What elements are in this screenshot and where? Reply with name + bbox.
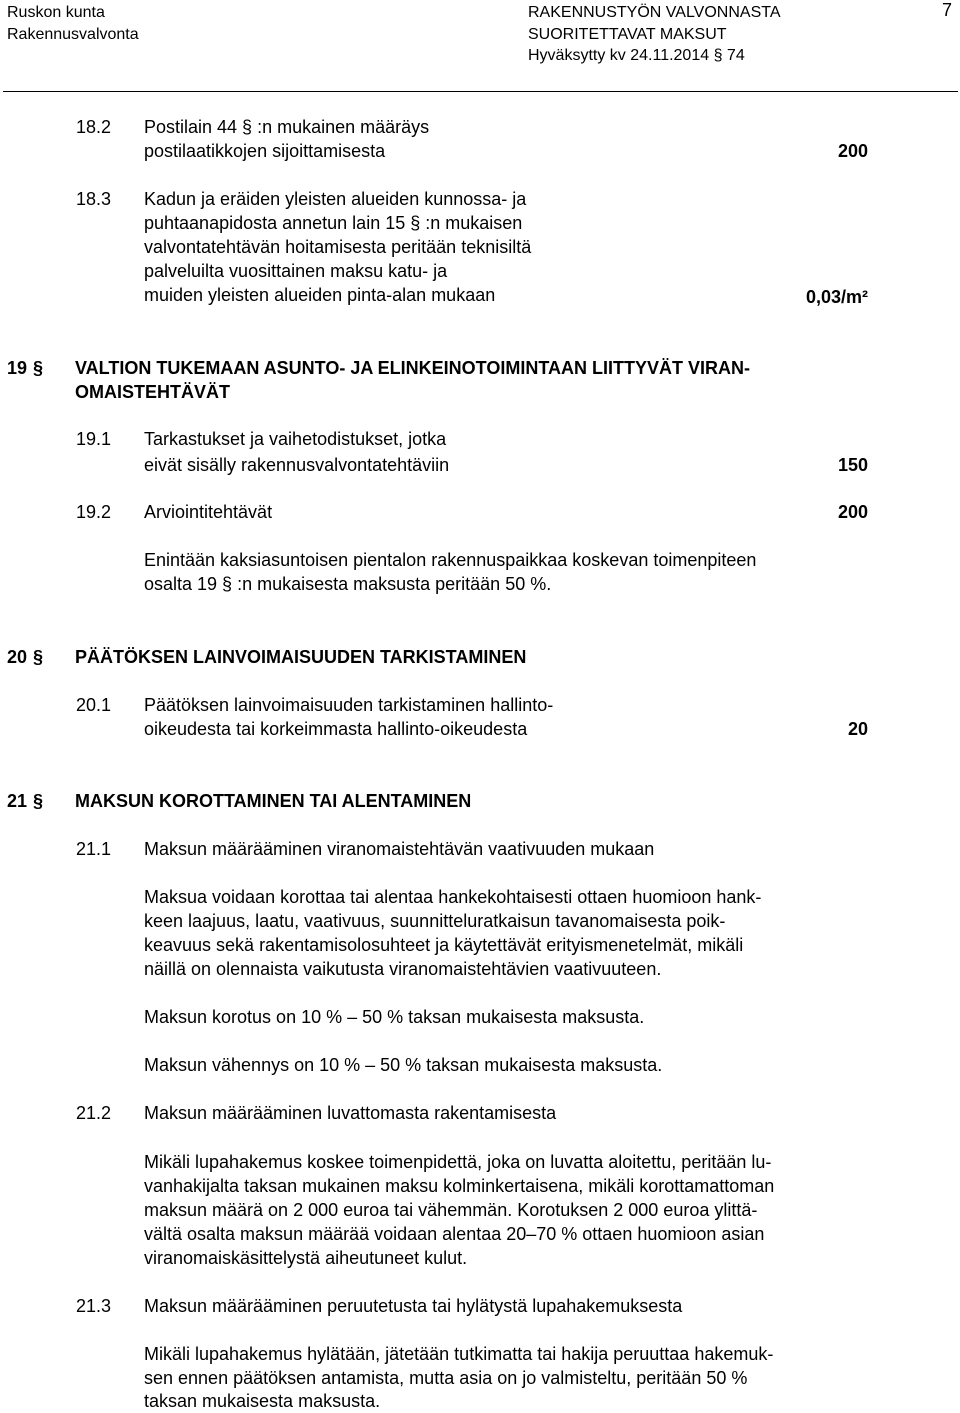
approval-note: Hyväksytty kv 24.11.2014 § 74 <box>528 47 745 64</box>
item-text: muiden yleisten alueiden pinta-alan mukaan <box>144 285 496 305</box>
item-number: 21.3 <box>76 1296 112 1316</box>
paragraph-line: keavuus sekä rakentamisolosuhteet ja käytettävät erityismenetelmät, mikäli <box>144 935 744 955</box>
section-number: 19 <box>7 358 28 378</box>
department-name: Rakennusvalvonta <box>7 25 139 43</box>
section-number: 20 <box>7 647 28 667</box>
item-text: valvontatehtävän hoitamisesta peritään teknisiltä <box>144 237 532 257</box>
document-title-line2: SUORITETTAVAT MAKSUT <box>528 25 727 43</box>
item-number: 21.1 <box>76 839 112 859</box>
paragraph-line: keen laajuus, laatu, vaativuus, suunnitteluratkaisun tavanomaisesta poik- <box>144 911 726 931</box>
fee-value: 150 <box>837 455 868 475</box>
section-sign: § <box>33 791 44 811</box>
page-number: 7 <box>942 0 953 20</box>
header-left <box>7 2 139 45</box>
section-title: OMAISTEHTÄVÄT <box>75 382 230 402</box>
item-number: 19.2 <box>76 502 112 522</box>
paragraph-line: viranomaiskäsittelystä aiheutuneet kulut. <box>144 1248 468 1268</box>
header-right <box>528 2 781 67</box>
item-number: 19.1 <box>76 429 112 449</box>
item-heading: Maksun määrääminen viranomaistehtävän vaativuuden mukaan <box>144 839 655 859</box>
item-number: 18.2 <box>76 117 112 137</box>
paragraph-line: Maksun korotus on 10 % – 50 % taksan mukaisesta maksusta. <box>144 1007 645 1027</box>
municipality-name: Ruskon kunta <box>7 4 105 21</box>
item-text: postilaatikkojen sijoittamisesta <box>144 141 386 161</box>
item-text: oikeudesta tai korkeimmasta hallinto-oikeudesta <box>144 719 528 739</box>
section-title: PÄÄTÖKSEN LAINVOIMAISUUDEN TARKISTAMINEN <box>75 647 527 667</box>
paragraph-line: näillä on olennaista vaikutusta viranomaistehtävien vaativuuteen. <box>144 959 662 979</box>
paragraph-line: Mikäli lupahakemus koskee toimenpidettä, joka on luvatta aloitettu, peritään lu- <box>144 1152 772 1172</box>
item-text: Tarkastukset ja vaihetodistukset, jotka <box>144 429 447 449</box>
section-sign: § <box>33 358 44 378</box>
fee-value: 0,03/m² <box>805 287 868 307</box>
paragraph-line: taksan mukaisesta maksusta. <box>144 1391 381 1411</box>
note-text: osalta 19 § :n mukaisesta maksusta peritään 50 %. <box>144 574 552 594</box>
item-text: Arviointitehtävät <box>144 502 273 522</box>
item-text: palveluilta vuosittainen maksu katu- ja <box>144 261 448 281</box>
item-text: eivät sisälly rakennusvalvontatehtäviin <box>144 455 450 475</box>
paragraph-line: Maksun vähennys on 10 % – 50 % taksan mukaisesta maksusta. <box>144 1055 663 1075</box>
fee-value: 20 <box>847 719 868 739</box>
item-text: Kadun ja eräiden yleisten alueiden kunnossa- ja <box>144 189 527 209</box>
section-number: 21 <box>7 791 28 811</box>
fee-value: 200 <box>837 141 868 161</box>
item-number: 21.2 <box>76 1103 112 1123</box>
paragraph-line: Mikäli lupahakemus hylätään, jätetään tutkimatta tai hakija peruuttaa hakemuk- <box>144 1344 774 1364</box>
paragraph-line: vältä osalta maksun määrää voidaan alentaa 20–70 % ottaen huomioon asian <box>144 1224 765 1244</box>
item-heading: Maksun määrääminen peruutetusta tai hylätystä lupahakemuksesta <box>144 1296 683 1316</box>
item-text: Postilain 44 § :n mukainen määräys <box>144 117 430 137</box>
fee-value: 200 <box>837 502 868 522</box>
item-number: 18.3 <box>76 189 112 209</box>
paragraph-line: Maksua voidaan korottaa tai alentaa hankekohtaisesti ottaen huomioon hank- <box>144 887 762 907</box>
section-title: VALTION TUKEMAAN ASUNTO- JA ELINKEINOTOIMINTAAN LIITTYVÄT VIRAN- <box>75 358 750 378</box>
document-title-line1: RAKENNUSTYÖN VALVONNASTA <box>528 4 781 21</box>
item-number: 20.1 <box>76 695 112 715</box>
paragraph-line: vanhakijalta taksan mukainen maksu kolminkertaisena, mikäli korottamattoman <box>144 1176 775 1196</box>
item-heading: Maksun määrääminen luvattomasta rakentamisesta <box>144 1103 557 1123</box>
section-sign: § <box>33 647 44 667</box>
note-text: Enintään kaksiasuntoisen pientalon rakennuspaikkaa koskevan toimenpiteen <box>144 550 757 570</box>
item-text: puhtaanapidosta annetun lain 15 § :n mukaisen <box>144 213 523 233</box>
paragraph-line: sen ennen päätöksen antamista, mutta asia on jo valmisteltu, peritään 50 % <box>144 1368 748 1388</box>
paragraph-line: maksun määrä on 2 000 euroa tai vähemmän. Korotuksen 2 000 euroa ylittä- <box>144 1200 758 1220</box>
section-title: MAKSUN KOROTTAMINEN TAI ALENTAMINEN <box>75 791 472 811</box>
header-divider <box>3 91 958 92</box>
item-text: Päätöksen lainvoimaisuuden tarkistaminen hallinto- <box>144 695 554 715</box>
